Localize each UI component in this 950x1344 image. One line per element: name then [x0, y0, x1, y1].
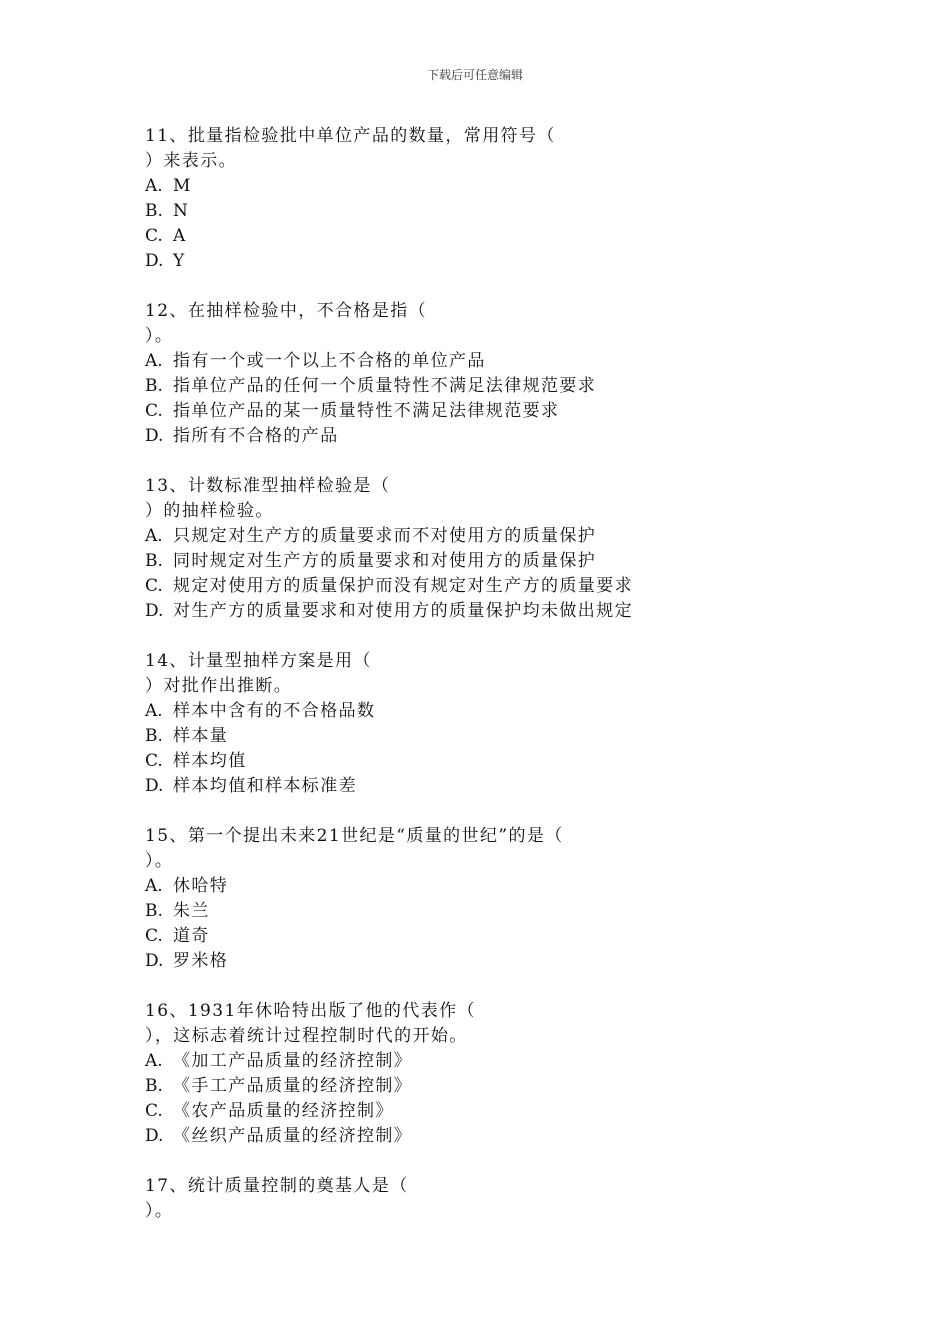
question-stem-continued: ）。: [145, 1201, 174, 1221]
option-text: Y: [173, 251, 186, 271]
option-d: [145, 949, 865, 974]
option-text: A: [173, 226, 187, 246]
option-letter: D.: [145, 426, 164, 446]
option-letter: C.: [145, 926, 163, 946]
option-c: [145, 399, 865, 424]
option-letter: D.: [145, 251, 164, 271]
question-stem: 12、在抽样检验中，不合格是指（: [145, 301, 428, 321]
option-letter: A.: [145, 526, 163, 546]
option-text: 指单位产品的某一质量特性不满足法律规范要求: [173, 401, 560, 421]
question-stem: 14、计量型抽样方案是用（: [145, 651, 372, 671]
option-text: 对生产方的质量要求和对使用方的质量保护均未做出规定: [173, 601, 633, 621]
option-letter: A.: [145, 176, 163, 196]
option-letter: B.: [145, 726, 163, 746]
question-16: [145, 999, 865, 1149]
option-b: [145, 724, 865, 749]
option-letter: D.: [145, 1126, 164, 1146]
option-a: [145, 174, 865, 199]
question-12: [145, 299, 865, 449]
option-letter: A.: [145, 876, 163, 896]
question-stem: 16、1931年休哈特出版了他的代表作（: [145, 1001, 476, 1021]
option-a: [145, 874, 865, 899]
question-stem-continued: ）对批作出推断。: [145, 676, 293, 696]
option-text: M: [173, 176, 192, 196]
option-a: [145, 1049, 865, 1074]
option-b: [145, 549, 865, 574]
question-14: [145, 649, 865, 799]
question-stem-continued: ）的抽样检验。: [145, 501, 274, 521]
option-text: 道奇: [173, 926, 210, 946]
option-text: 只规定对生产方的质量要求而不对使用方的质量保护: [173, 526, 597, 546]
option-b: [145, 199, 865, 224]
option-text: 同时规定对生产方的质量要求和对使用方的质量保护: [173, 551, 597, 571]
option-text: 休哈特: [173, 876, 229, 896]
option-text: 罗米格: [173, 951, 229, 971]
option-c: [145, 749, 865, 774]
option-letter: A.: [145, 1051, 163, 1071]
question-stem: 13、计数标准型抽样检验是（: [145, 476, 391, 496]
option-text: 《丝织产品质量的经济控制》: [173, 1126, 413, 1146]
question-stem: 11、批量指检验批中单位产品的数量，常用符号（: [145, 126, 556, 146]
option-letter: C.: [145, 226, 163, 246]
option-letter: B.: [145, 201, 163, 221]
question-13: [145, 474, 865, 624]
question-15: [145, 824, 865, 974]
option-a: [145, 349, 865, 374]
option-letter: B.: [145, 901, 163, 921]
question-17: [145, 1174, 865, 1224]
option-letter: D.: [145, 776, 164, 796]
option-text: 样本量: [173, 726, 229, 746]
option-letter: B.: [145, 551, 163, 571]
option-text: 《农产品质量的经济控制》: [173, 1101, 394, 1121]
option-text: 《手工产品质量的经济控制》: [173, 1076, 413, 1096]
option-a: [145, 699, 865, 724]
option-letter: B.: [145, 376, 163, 396]
question-stem-continued: ）来表示。: [145, 151, 237, 171]
option-letter: D.: [145, 601, 164, 621]
option-text: 样本均值和样本标准差: [173, 776, 357, 796]
option-b: [145, 1074, 865, 1099]
option-c: [145, 924, 865, 949]
option-text: 样本均值: [173, 751, 247, 771]
option-b: [145, 899, 865, 924]
option-d: [145, 424, 865, 449]
option-letter: A.: [145, 351, 163, 371]
option-c: [145, 224, 865, 249]
option-letter: C.: [145, 1101, 163, 1121]
option-text: 朱兰: [173, 901, 210, 921]
option-text: 指有一个或一个以上不合格的单位产品: [173, 351, 486, 371]
option-d: [145, 774, 865, 799]
option-b: [145, 374, 865, 399]
option-text: N: [173, 201, 190, 221]
option-text: 指所有不合格的产品: [173, 426, 339, 446]
option-letter: C.: [145, 576, 163, 596]
option-letter: D.: [145, 951, 164, 971]
option-c: [145, 1099, 865, 1124]
question-stem-continued: ）。: [145, 326, 174, 346]
question-stem-continued: ）。: [145, 851, 174, 871]
option-letter: C.: [145, 401, 163, 421]
option-letter: B.: [145, 1076, 163, 1096]
option-text: 规定对使用方的质量保护而没有规定对生产方的质量要求: [173, 576, 633, 596]
question-stem: 17、统计质量控制的奠基人是（: [145, 1176, 409, 1196]
option-text: 指单位产品的任何一个质量特性不满足法律规范要求: [173, 376, 597, 396]
question-stem: 15、第一个提出未来21世纪是“质量的世纪”的是（: [145, 826, 564, 846]
option-letter: C.: [145, 751, 163, 771]
option-d: [145, 599, 865, 624]
question-11: [145, 124, 865, 274]
option-d: [145, 249, 865, 274]
option-c: [145, 574, 865, 599]
option-text: 样本中含有的不合格品数: [173, 701, 376, 721]
option-a: [145, 524, 865, 549]
option-letter: A.: [145, 701, 163, 721]
option-text: 《加工产品质量的经济控制》: [173, 1051, 413, 1071]
question-list: [145, 124, 865, 1249]
option-d: [145, 1124, 865, 1149]
page-header: 下载后可任意编辑: [426, 68, 523, 82]
question-stem-continued: ），这标志着统计过程控制时代的开始。: [145, 1026, 468, 1046]
